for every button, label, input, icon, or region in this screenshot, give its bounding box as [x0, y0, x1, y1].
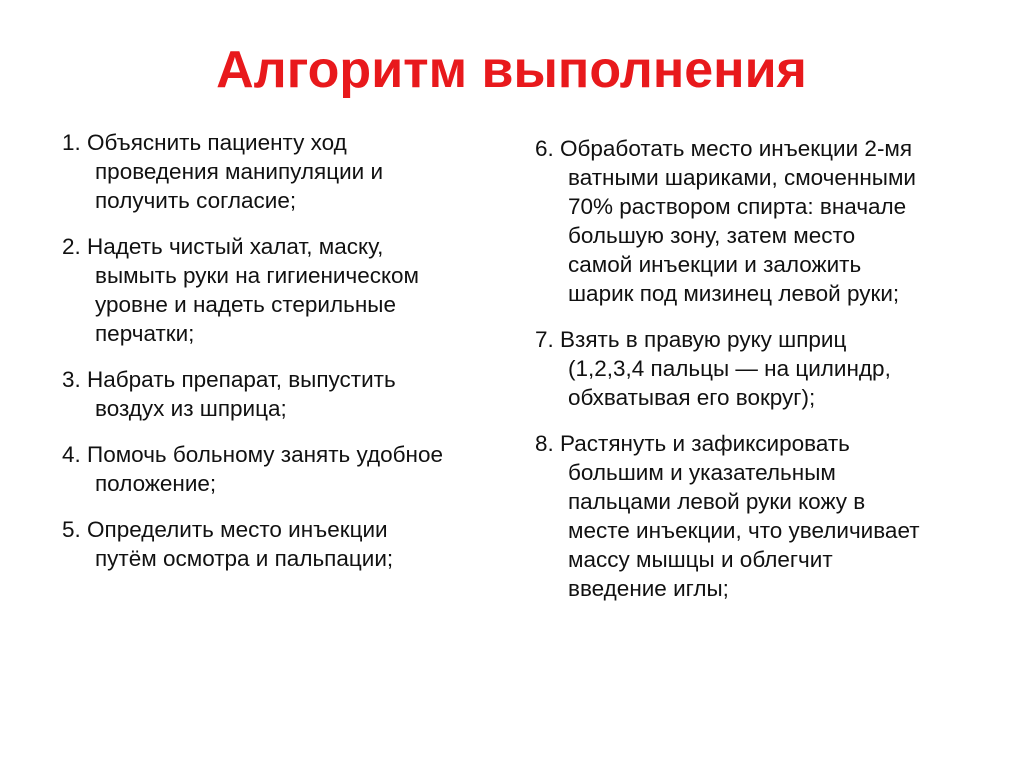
- step-line: (1,2,3,4 пальцы — на цилиндр,: [568, 356, 891, 381]
- step-line: 6. Обработать место инъекции 2-мя: [535, 136, 913, 161]
- step-line: уровне и надеть стерильные: [95, 292, 396, 317]
- step-3: [62, 365, 512, 423]
- step-line: путём осмотра и пальпации;: [95, 546, 394, 571]
- step-line: ватными шариками, смоченными: [568, 165, 916, 190]
- step-line: 5. Определить место инъекции: [62, 517, 388, 542]
- step-8: [535, 429, 985, 603]
- step-line: получить согласие;: [95, 188, 297, 213]
- step-line: 4. Помочь больному занять удобное: [62, 442, 444, 467]
- step-1: [62, 128, 512, 215]
- step-5: [62, 515, 512, 573]
- step-line: шарик под мизинец левой руки;: [568, 281, 900, 306]
- step-line: 1. Объяснить пациенту ход: [62, 130, 347, 155]
- slide-title: Алгоритм выполнения: [216, 41, 807, 99]
- step-7: [535, 325, 985, 412]
- step-line: перчатки;: [95, 321, 195, 346]
- step-line: положение;: [95, 471, 217, 496]
- step-line: 2. Надеть чистый халат, маску,: [62, 234, 384, 259]
- step-line: самой инъекции и заложить: [568, 252, 862, 277]
- step-line: 70% раствором спирта: вначале: [568, 194, 907, 219]
- step-line: 7. Взять в правую руку шприц: [535, 327, 847, 352]
- step-line: воздух из шприца;: [95, 396, 287, 421]
- step-line: большим и указательным: [568, 460, 836, 485]
- step-line: обхватывая его вокруг);: [568, 385, 816, 410]
- step-line: пальцами левой руки кожу в: [568, 489, 866, 514]
- step-4: [62, 440, 512, 498]
- step-line: массу мышцы и облегчит: [568, 547, 833, 572]
- step-2: [62, 232, 512, 348]
- step-line: вымыть руки на гигиеническом: [95, 263, 420, 288]
- step-6: [535, 134, 985, 308]
- step-line: введение иглы;: [568, 576, 729, 601]
- step-line: 8. Растянуть и зафиксировать: [535, 431, 850, 456]
- step-line: проведения манипуляции и: [95, 159, 384, 184]
- left-column-steps: [62, 128, 512, 590]
- step-line: месте инъекции, что увеличивает: [568, 518, 920, 543]
- step-line: 3. Набрать препарат, выпустить: [62, 367, 396, 392]
- step-line: большую зону, затем место: [568, 223, 856, 248]
- right-column-steps: [535, 134, 985, 620]
